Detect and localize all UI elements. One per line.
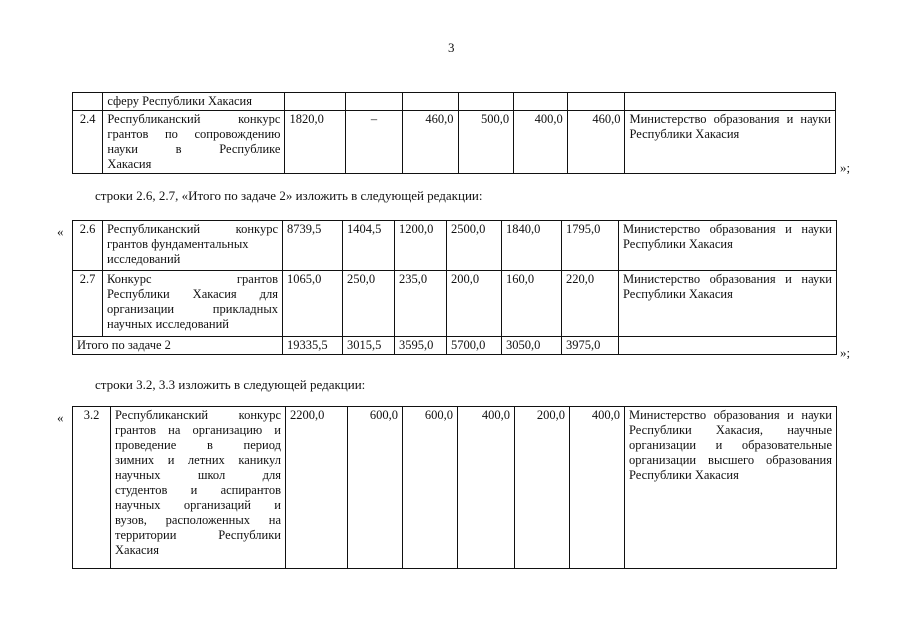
value-year: 460,0: [402, 111, 458, 174]
row-name-line: вузов, расположенных на: [115, 513, 281, 527]
page-number: 3: [448, 40, 455, 55]
value-year: 220,0: [562, 271, 619, 337]
empty-cell: [285, 93, 346, 111]
row-name-line: научных организаций и: [115, 498, 281, 512]
row-name-line: Республиканский конкурс: [107, 112, 281, 126]
value-year: 1795,0: [562, 221, 619, 271]
row-name-line: Конкурс грантов: [107, 272, 278, 286]
row-name-line: научных исследований: [107, 317, 229, 331]
value-year: 1404,5: [343, 221, 395, 271]
empty-cell: [619, 337, 837, 355]
row-name-line: проведение в период: [115, 438, 281, 452]
value-year: 1840,0: [502, 221, 562, 271]
empty-cell: [346, 93, 403, 111]
row-name-line: Республики Хакасия для: [107, 287, 278, 301]
row-name: [103, 111, 285, 174]
opening-quote: «: [57, 224, 64, 239]
table-row-total: [73, 337, 837, 355]
table-row: [73, 111, 836, 174]
table-row: [73, 407, 837, 569]
empty-cell: [73, 93, 103, 111]
empty-cell: [402, 93, 458, 111]
total-label: Итого по задаче 2: [73, 337, 283, 355]
value-year: 3050,0: [502, 337, 562, 355]
value-total: 1065,0: [283, 271, 343, 337]
instruction-text: строки 3.2, 3.3 изложить в следующей редакции:: [95, 377, 366, 392]
row-name-line: грантов фундаментальных: [107, 237, 249, 251]
row-number: 2.6: [73, 221, 103, 271]
row-name-line: студентов и аспирантов: [115, 483, 281, 497]
value-year: 3595,0: [395, 337, 447, 355]
table-rows-2-6-2-7: [72, 220, 837, 355]
value-year: 3975,0: [562, 337, 619, 355]
value-year: 600,0: [348, 407, 403, 569]
table-row: [73, 271, 837, 337]
empty-cell: [625, 93, 836, 111]
value-year: 460,0: [567, 111, 625, 174]
table-row-3-2: [72, 406, 837, 569]
value-year: 400,0: [570, 407, 625, 569]
value-total: 8739,5: [283, 221, 343, 271]
table-rows-2-3-2-4: [72, 92, 836, 174]
closing-quote: »;: [840, 345, 851, 360]
table-row: [73, 221, 837, 271]
value-year: 235,0: [395, 271, 447, 337]
value-year: 200,0: [447, 271, 502, 337]
row-name-line: Республиканский конкурс: [115, 408, 281, 422]
row-name-line: Хакасия: [115, 543, 159, 557]
responsible-executor: Министерство образования и науки Республики Хакасия, научные организации и образовательные организации высшего образования Республики Хакасия: [625, 407, 837, 569]
value-total: 1820,0: [285, 111, 346, 174]
row-name: [111, 407, 286, 569]
row-name: [103, 271, 283, 337]
responsible-executor: Министерство образования и науки Республики Хакасия: [619, 221, 837, 271]
value-year: –: [346, 111, 403, 174]
row-name: [103, 221, 283, 271]
value-year: 5700,0: [447, 337, 502, 355]
value-year: 2500,0: [447, 221, 502, 271]
row-number: 2.4: [73, 111, 103, 174]
row-name-line: Хакасия: [107, 157, 152, 171]
value-year: 250,0: [343, 271, 395, 337]
row-name-continuation: сферу Республики Хакасия: [103, 93, 285, 111]
value-year: 160,0: [502, 271, 562, 337]
value-total: 2200,0: [286, 407, 348, 569]
row-name-line: организации прикладных: [107, 302, 278, 316]
row-name-line: грантов на организацию и: [115, 423, 281, 437]
row-name-line: грантов по сопровождению: [107, 127, 281, 141]
responsible-executor: Министерство образования и науки Республики Хакасия: [619, 271, 837, 337]
row-name-line: Республиканский конкурс: [107, 222, 278, 236]
value-year: 1200,0: [395, 221, 447, 271]
value-year: 3015,5: [343, 337, 395, 355]
row-number: 3.2: [73, 407, 111, 569]
value-total: 19335,5: [283, 337, 343, 355]
empty-cell: [567, 93, 625, 111]
row-number: 2.7: [73, 271, 103, 337]
value-year: 500,0: [458, 111, 514, 174]
row-name-line: научных школ для: [115, 468, 281, 482]
value-year: 600,0: [403, 407, 458, 569]
closing-quote: »;: [840, 160, 851, 175]
empty-cell: [514, 93, 568, 111]
row-name-line: исследований: [107, 252, 181, 266]
value-year: 400,0: [458, 407, 515, 569]
row-name-line: территории Республики: [115, 528, 281, 542]
value-year: 200,0: [515, 407, 570, 569]
opening-quote: «: [57, 410, 64, 425]
empty-cell: [458, 93, 514, 111]
table-row: [73, 93, 836, 111]
instruction-text: строки 2.6, 2.7, «Итого по задаче 2» изложить в следующей редакции:: [95, 188, 483, 203]
row-name-line: зимних и летних каникул: [115, 453, 281, 467]
row-name-line: науки в Республике: [107, 142, 281, 156]
value-year: 400,0: [514, 111, 568, 174]
responsible-executor: Министерство образования и науки Республики Хакасия: [625, 111, 836, 174]
